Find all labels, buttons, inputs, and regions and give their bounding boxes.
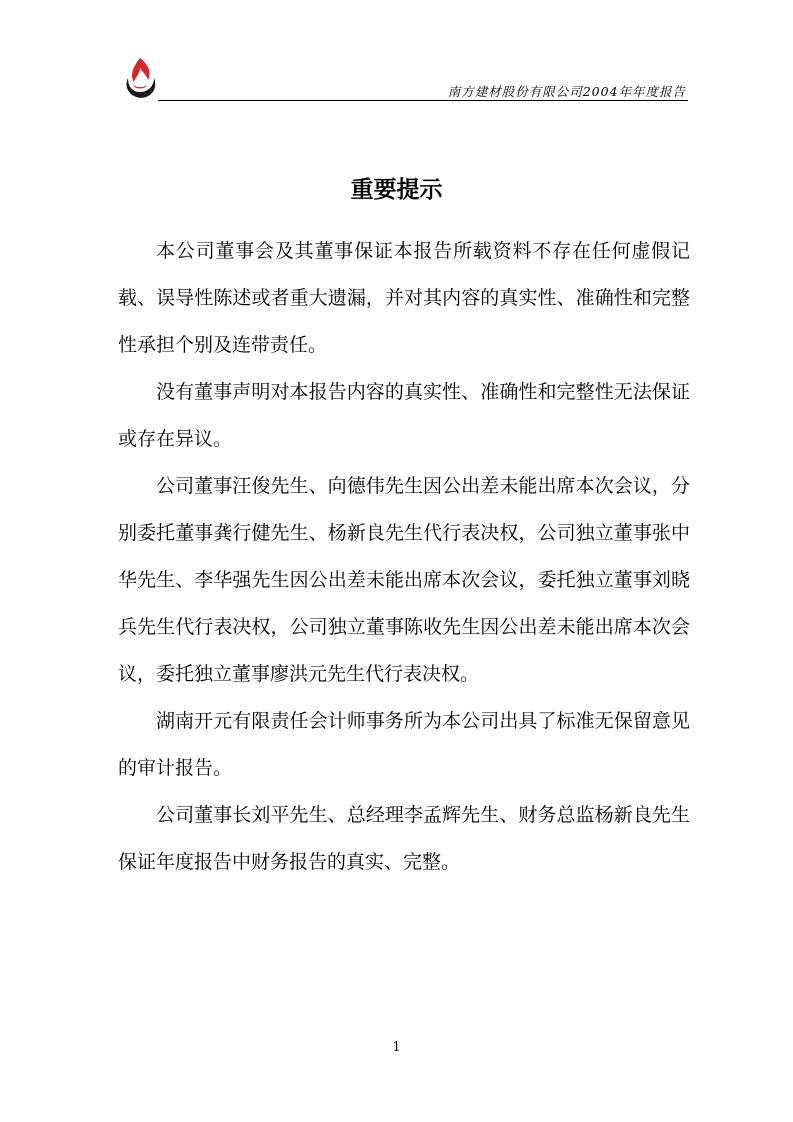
important-notice-body (118, 228, 690, 886)
notice-paragraph-4: 湖南开元有限责任会计师事务所为本公司出具了标准无保留意见的审计报告。 (118, 710, 690, 779)
notice-paragraph-1: 本公司董事会及其董事保证本报告所载资料不存在任何虚假记载、误导性陈述或者重大遗漏，并对其内容的真实性、准确性和完整性承担个别及连带责任。 (118, 240, 690, 356)
report-header-title: 南方建材股份有限公司2004年年度报告 (447, 84, 686, 99)
header-divider (158, 100, 688, 101)
notice-paragraph-3: 公司董事汪俊先生、向德伟先生因公出差未能出席本次会议，分别委托董事龚行健先生、杨新良先生代行表决权，公司独立董事张中华先生、李华强先生因公出差未能出席本次会议，委托独立董事刘晓兵先生代行表决权，公司独立董事陈收先生因公出差未能出席本次会议，委托独立董事廖洪元先生代行表决权。 (118, 475, 690, 685)
page-title: 重要提示 (350, 177, 443, 203)
notice-paragraph-2: 没有董事声明对本报告内容的真实性、准确性和完整性无法保证或存在异议。 (118, 381, 690, 450)
page-header (118, 52, 688, 102)
notice-paragraph-5: 公司董事长刘平先生、总经理李孟辉先生、财务总监杨新良先生保证年度报告中财务报告的真实、完整。 (118, 804, 690, 873)
page-number: 1 (392, 1040, 401, 1055)
flame-logo-icon (120, 56, 160, 100)
